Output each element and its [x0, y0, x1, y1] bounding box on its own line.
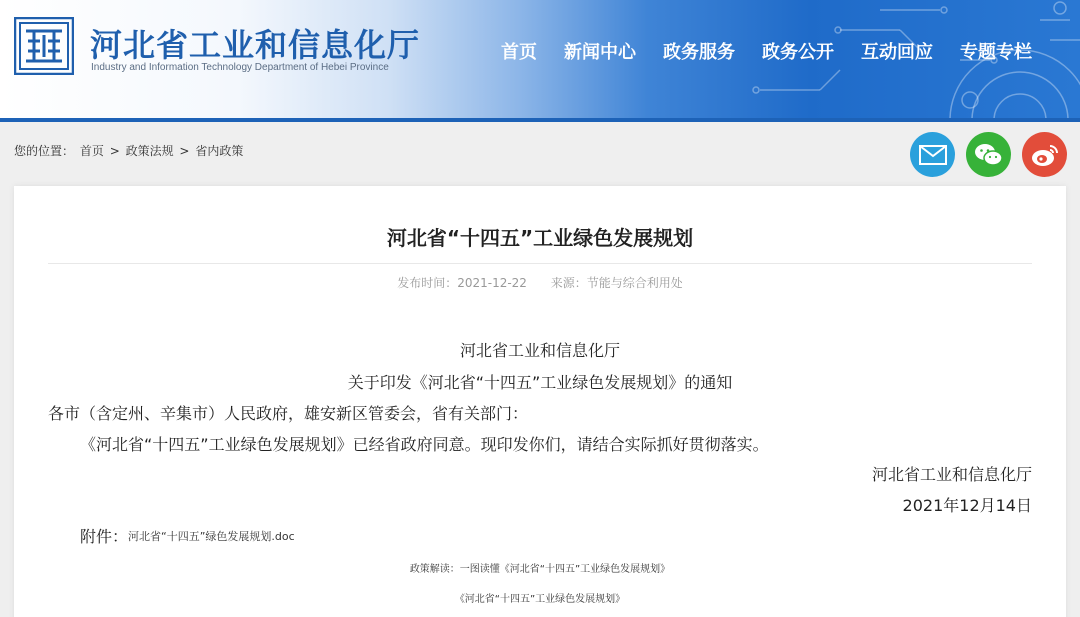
title-divider: [48, 263, 1032, 264]
breadcrumb-separator: >: [179, 144, 190, 158]
emblem-logo-icon[interactable]: [14, 17, 74, 75]
attachment-label: 附件：: [80, 527, 129, 546]
main-nav: [474, 38, 1032, 64]
weibo-icon: [1030, 142, 1060, 168]
breadcrumb-home[interactable]: 首页: [79, 144, 104, 158]
article-card: [14, 186, 1066, 617]
attachment-link[interactable]: 河北省“十四五”绿色发展规划.doc: [128, 530, 295, 543]
nav-gov-services[interactable]: 政务服务: [663, 42, 735, 63]
nav-home[interactable]: 首页: [501, 42, 537, 63]
related-doc-link[interactable]: 《河北省“十四五”工业绿色发展规划》: [454, 594, 626, 605]
header-bottom-bar: [0, 118, 1080, 122]
site-title[interactable]: 河北省工业和信息化厅: [90, 26, 421, 64]
nav-gov-affairs[interactable]: 政务公开: [762, 42, 834, 63]
signature: 河北省工业和信息化厅: [871, 465, 1032, 484]
article-meta: [14, 274, 1066, 291]
org-heading: 河北省工业和信息化厅: [459, 341, 620, 360]
breadcrumb-prefix: 您的位置：: [14, 144, 75, 158]
addressee-line: 各市（含定州、辛集市）人民政府，雄安新区管委会，省有关部门：: [48, 404, 529, 423]
share-wechat-button[interactable]: [966, 132, 1011, 177]
share-mail-button[interactable]: [910, 132, 955, 177]
article-source: 来源：节能与综合利用处: [550, 276, 683, 290]
breadcrumb: [14, 142, 245, 159]
wechat-icon: [974, 142, 1004, 168]
nav-news-center[interactable]: 新闻中心: [564, 42, 636, 63]
article-title: 河北省“十四五”工业绿色发展规划: [386, 226, 694, 250]
publish-time: 发布时间：2021-12-22: [397, 276, 527, 290]
nav-special-topics[interactable]: 专题专栏: [960, 42, 1032, 63]
nav-interaction[interactable]: 互动回应: [861, 42, 933, 63]
breadcrumb-policies[interactable]: 政策法规: [125, 144, 174, 158]
issue-date: 2021年12月14日: [902, 496, 1032, 515]
body-paragraph: 《河北省“十四五”工业绿色发展规划》已经省政府同意。现印发你们，请结合实际抓好贯彻落实。: [80, 435, 769, 454]
breadcrumb-provincial-policy[interactable]: 省内政策: [195, 144, 244, 158]
site-header: [0, 0, 1080, 122]
interpretation-link[interactable]: 政策解读：一图读懂《河北省“十四五”工业绿色发展规划》: [409, 564, 671, 575]
notice-heading: 关于印发《河北省“十四五”工业绿色发展规划》的通知: [347, 373, 733, 392]
mail-icon: [919, 145, 947, 165]
breadcrumb-separator: >: [109, 144, 120, 158]
share-weibo-button[interactable]: [1022, 132, 1067, 177]
site-subtitle: Industry and Information Technology Department of Hebei Province: [91, 62, 389, 73]
